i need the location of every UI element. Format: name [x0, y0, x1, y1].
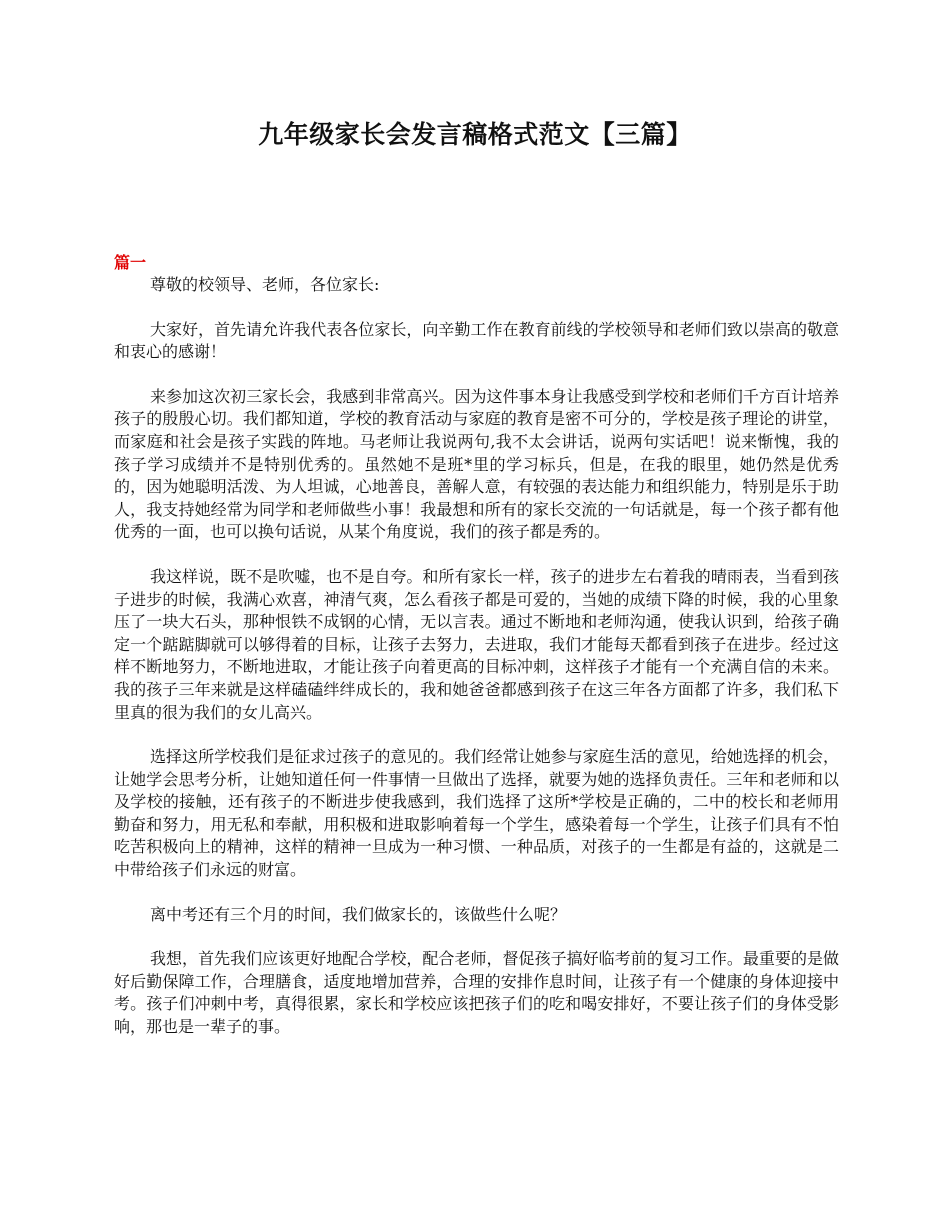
body-paragraph: 选择这所学校我们是征求过孩子的意见的。我们经常让她参与家庭生活的意见，给她选择的机会，让她学会思考分析，让她知道任何一件事情一旦做出了选择，就要为她的选择负责任。三年和老师和以及学校的接触，还有孩子的不断进步使我感到，我们选择了这所*学校是正确的，二中的校长和老师用勤奋和努力，用无私和奉献，用积极和进取影响着每一个学生，感染着每一个学生，让孩子们具有不怕吃苦积极向上的精神，这样的精神一旦成为一种习惯、一种品质，对孩子的一生都是有益的，这就是二中带给孩子们永远的财富。 — [114, 747, 839, 880]
body-paragraph: 大家好，首先请允许我代表各位家长，向辛勤工作在教育前线的学校领导和老师们致以崇高的敬意和衷心的感谢！ — [114, 319, 839, 362]
body-paragraph: 来参加这次初三家长会，我感到非常高兴。因为这件事本身让我感受到学校和老师们千方百计培养孩子的殷殷心切。我们都知道，学校的教育活动与家庭的教育是密不可分的，学校是孩子理论的讲堂，而家庭和社会是孩子实践的阵地。马老师让我说两句,我不太会讲话，说两句实话吧！说来惭愧，我的孩子学习成绩并不是特别优秀的。虽然她不是班*里的学习标兵，但是，在我的眼里，她仍然是优秀的，因为她聪明活泼、为人坦诚，心地善良，善解人意，有较强的表达能力和组织能力，特别是乐于助人，我支持她经常为同学和老师做些小事！我最想和所有的家长交流的一句话就是，每一个孩子都有他优秀的一面，也可以换句话说，从某个角度说，我们的孩子都是秀的。 — [114, 386, 839, 542]
body-paragraph: 离中考还有三个月的时间，我们做家长的，该做些什么呢？ — [150, 904, 567, 924]
document-title: 九年级家长会发言稿格式范文【三篇】 — [258, 120, 692, 149]
document-body — [114, 252, 839, 1061]
body-paragraph: 我想，首先我们应该更好地配合学校，配合老师，督促孩子搞好临考前的复习工作。最重要的是做好后勤保障工作，合理膳食，适度地增加营养，合理的安排作息时间，让孩子有一个健康的身体迎接中考。孩子们冲刺中考，真得很累，家长和学校应该把孩子们的吃和喝安排好，不要让孩子们的身体受影响，那也是一辈子的事。 — [114, 949, 839, 1037]
salutation-paragraph: 尊敬的校领导、老师，各位家长: — [150, 275, 380, 294]
section-label: 篇一 — [114, 253, 147, 272]
body-paragraph: 我这样说，既不是吹嘘，也不是自夸。和所有家长一样，孩子的进步左右着我的晴雨表，当看到孩子进步的时候，我满心欢喜，神清气爽，怎么看孩子都是可爱的，当她的成绩下降的时候，我的心里象压了一块大石头，那种恨铁不成钢的心情，无以言表。通过不断地和老师沟通，使我认识到，给孩子确定一个踮踮脚就可以够得着的目标，让孩子去努力，去进取，我们才能每天都看到孩子在进步。经过这样不断地努力，不断地进取，才能让孩子向着更高的目标冲刺，这样孩子才能有一个充满自信的未来。我的孩子三年来就是这样磕磕绊绊成长的，我和她爸爸都感到孩子在这三年各方面都了许多，我们私下里真的很为我们的女儿高兴。 — [114, 566, 839, 722]
